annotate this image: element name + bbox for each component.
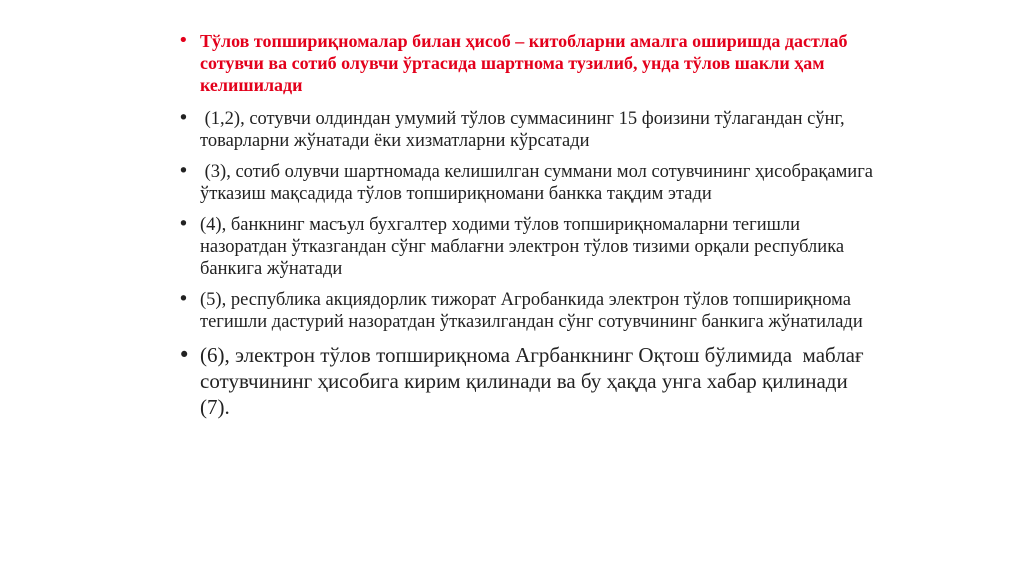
bullet-text: (4), банкнинг масъул бухгалтер ходими тўлов топшириқномаларни тегишли назоратдан ўтказгандан сўнг маблағни электрон тўлов тизими орқали республика банкига жўнатади [200,215,845,279]
bullet-item-step-3 [178,161,878,205]
bullet-text: (3), сотиб олувчи шартномада келишилган суммани мол сотувчининг ҳисобрақамига ўтказиш мақсадида тўлов топшириқномани банкка тақдим этади [200,162,878,204]
bullet-icon: • [178,214,189,235]
bullet-icon: • [178,343,191,367]
bullet-item-step-6-7 [178,342,878,420]
bullet-text: (6), электрон тўлов топшириқнома Агрбанкнинг Оқтош бўлимида маблағ сотувчининг ҳисобига кирим қилинади ва бу ҳақда унга хабар қилинади (7). [200,343,869,419]
bullet-item-step-1-2 [178,108,878,152]
bullet-icon: • [178,289,189,310]
bullet-item-step-4 [178,214,878,280]
bullet-icon: • [178,30,189,51]
bullet-list [178,30,878,429]
bullet-text: (5), республика акциядорлик тижорат Агробанкида электрон тўлов топшириқнома тегишли дастурий назоратдан ўтказилгандан сўнг сотувчининг банкига жўнатилади [200,290,863,332]
bullet-item-step-5 [178,289,878,333]
bullet-icon: • [178,161,189,182]
bullet-item-agreement [178,30,878,96]
bullet-icon: • [178,108,189,129]
bullet-text: Тўлов топшириқномалар билан ҳисоб – китобларни амалга оширишда дастлаб сотувчи ва сотиб олувчи ўртасида шартнома тузилиб, унда тўлов шакли ҳам келишилади [200,31,848,95]
bullet-text: (1,2), сотувчи олдиндан умумий тўлов суммасининг 15 фоизини тўлагандан сўнг, товарларни жўнатади ёки хизматларни кўрсатади [200,109,850,151]
